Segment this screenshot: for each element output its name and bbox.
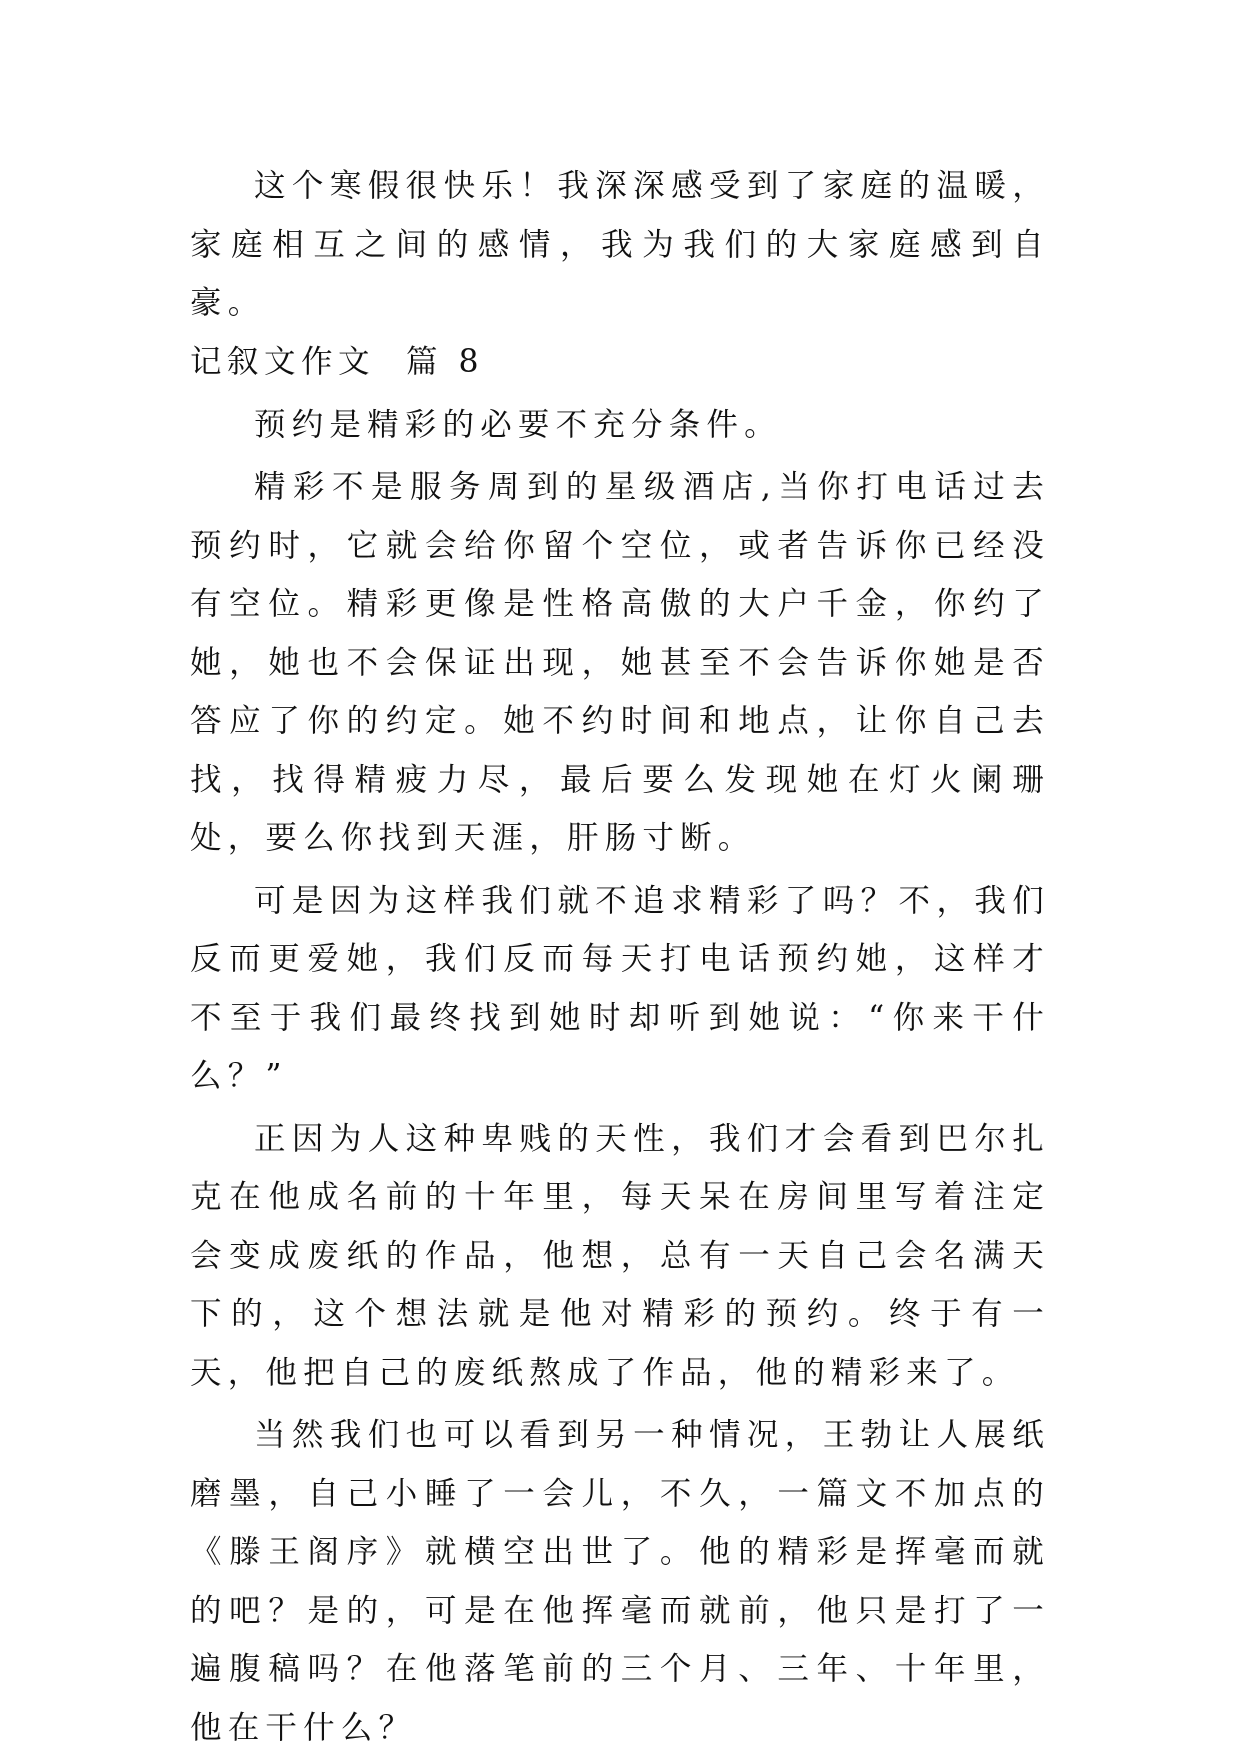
paragraph: 正因为人这种卑贱的天性，我们才会看到巴尔扎克在他成名前的十年里，每天呆在房间里写着注定会变成废纸的作品，他想，总有一天自己会名满天下的，这个想法就是他对精彩的预约。终于有一天，他把自己的废纸熬成了作品，他的精彩来了。 [190,1120,1050,1391]
intro-section [190,157,1050,333]
paragraph: 精彩不是服务周到的星级酒店,当你打电话过去预约时，它就会给你留个空位，或者告诉你已经没有空位。精彩更像是性格高傲的大户千金，你约了她，她也不会保证出现，她甚至不会告诉你她是否答应了你的约定。她不约时间和地点，让你自己去找，找得精疲力尽，最后要么发现她在灯火阑珊处，要么你找到天涯，肝肠寸断。 [190,469,1050,856]
paragraph: 当然我们也可以看到另一种情况，王勃让人展纸磨墨，自己小睡了一会儿，不久，一篇文不加点的《滕王阁序》就横空出世了。他的精彩是挥毫而就的吧？是的，可是在他挥毫而就前，他只是打了一遍腹稿吗？在他落笔前的三个月、三年、十年里，他在干什么？ [190,1417,1050,1746]
paragraph: 可是因为这样我们就不追求精彩了吗？不，我们反而更爱她，我们反而每天打电话预约她，这样才不至于我们最终找到她时却听到她说：“你来干什么？” [190,882,1050,1094]
essay-section [190,333,1050,1757]
paragraph: 预约是精彩的必要不充分条件。 [254,406,782,443]
paragraph: 这个寒假很快乐！我深深感受到了家庭的温暖，家庭相互之间的感情，我为我们的大家庭感到自豪。 [190,168,1050,321]
section-heading: 记叙文作文 篇 8 [190,344,485,380]
